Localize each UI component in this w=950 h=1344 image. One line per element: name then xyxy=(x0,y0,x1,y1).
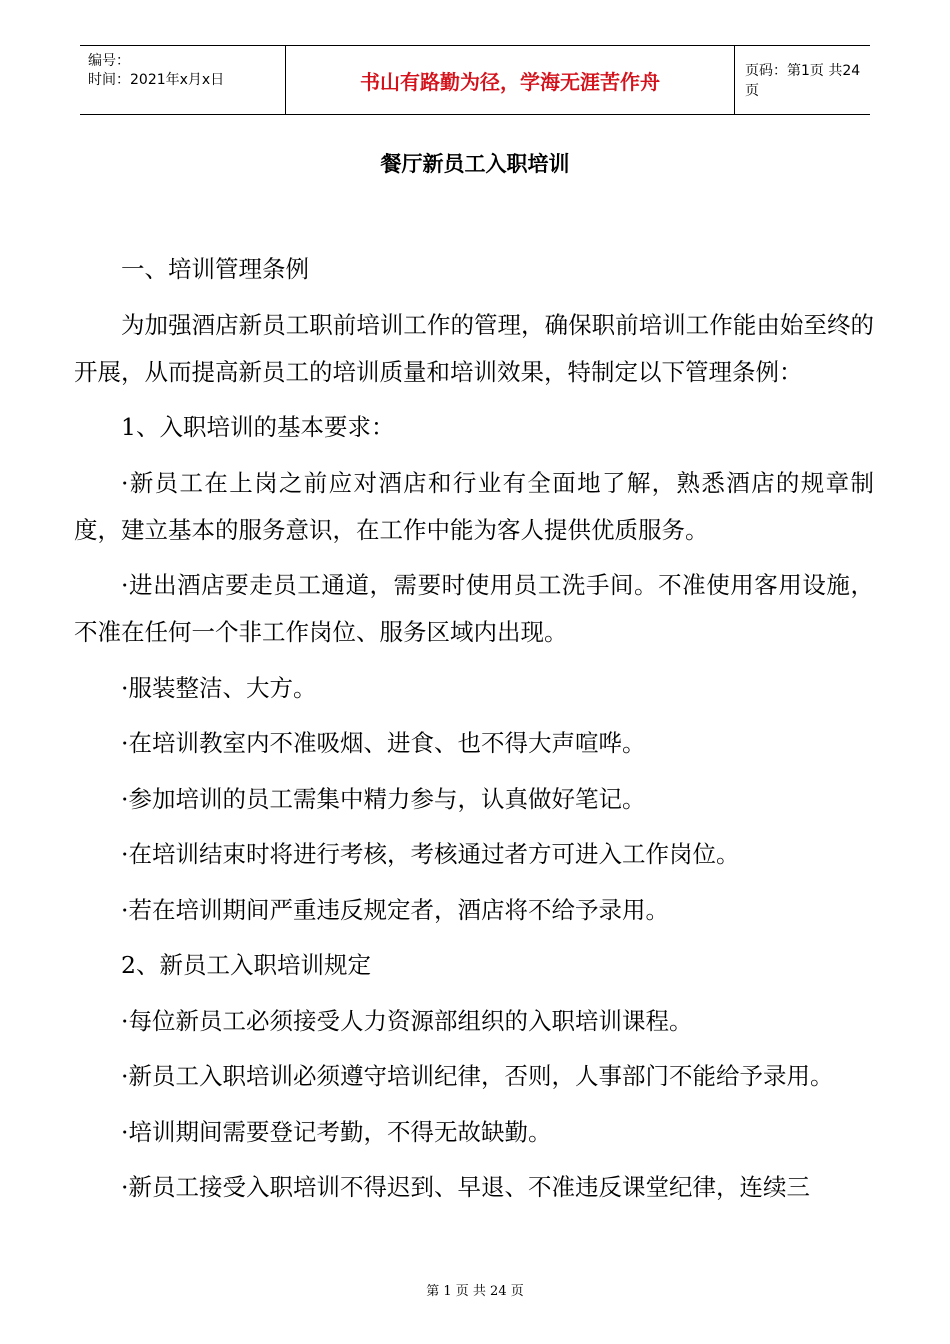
rule-item: ·在培训教室内不准吸烟、进食、也不得大声喧哗。 xyxy=(121,729,646,757)
rule-item: ·培训期间需要登记考勤，不得无故缺勤。 xyxy=(121,1117,552,1146)
subsection-heading: 2、新员工入职培训规定 xyxy=(121,951,371,979)
rule-item: ·每位新员工必须接受人力资源部组织的入职培训课程。 xyxy=(121,1006,693,1035)
document-time: 时间：2021年x月x日 xyxy=(88,72,225,88)
rule-item: ·新员工在上岗之前应对酒店和行业有全面地了解，熟悉酒店的规章制度，建立基本的服务意识，在工作中能为客人提供优质服务。 xyxy=(74,468,874,544)
header-motto: 书山有路勤为径，学海无涯苦作舟 xyxy=(285,46,735,114)
rule-item: ·进出酒店要走员工通道，需要时使用员工洗手间。不准使用客用设施，不准在任何一个非工作岗位、服务区域内出现。 xyxy=(74,571,874,646)
page-footer: 第 1 页 共 24 页 xyxy=(426,1284,524,1299)
rule-item: ·参加培训的员工需集中精力参与，认真做好笔记。 xyxy=(121,784,646,813)
rule-item: ·新员工入职培训必须遵守培训纪律，否则，人事部门不能给予录用。 xyxy=(121,1062,834,1090)
rule-item: ·若在培训期间严重违反规定者，酒店将不给予录用。 xyxy=(121,895,669,924)
document-title: 餐厅新员工入职培训 xyxy=(380,152,570,176)
rule-item: ·新员工接受入职培训不得迟到、早退、不准违反课堂纪律，连续三 xyxy=(121,1173,810,1201)
rule-item: ·服装整洁、大方。 xyxy=(121,673,317,702)
document-body xyxy=(74,246,874,1220)
header-page-code: 页码：第1页 共24页 xyxy=(745,63,861,99)
subsection-heading: 1、入职培训的基本要求： xyxy=(121,413,395,441)
rule-item: ·在培训结束时将进行考核，考核通过者方可进入工作岗位。 xyxy=(121,840,740,868)
document-header xyxy=(80,45,870,115)
paragraph: 为加强酒店新员工职前培训工作的管理，确保职前培训工作能由始至终的开展，从而提高新员工的培训质量和培训效果，特制定以下管理条例： xyxy=(74,310,874,386)
document-number: 编号： xyxy=(88,53,130,69)
section-heading: 一、培训管理条例 xyxy=(121,255,309,283)
header-info-cell xyxy=(80,46,285,114)
